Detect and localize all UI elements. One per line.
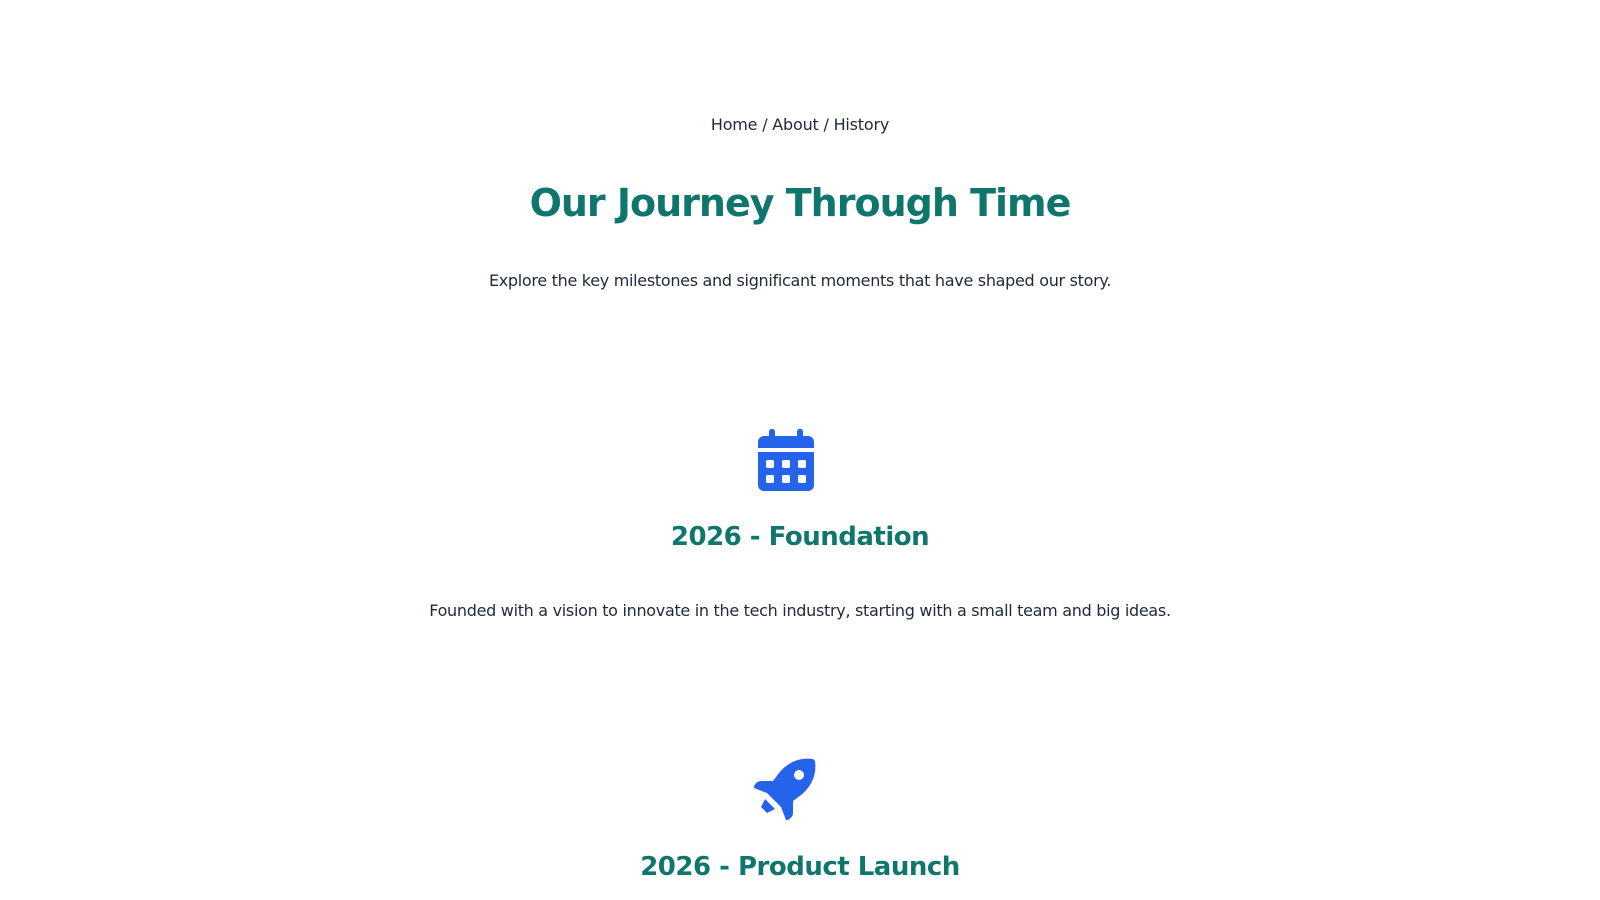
breadcrumb bbox=[0, 115, 1600, 134]
milestone-title: 2026 - Foundation bbox=[670, 522, 930, 552]
breadcrumb-separator: / bbox=[757, 115, 773, 134]
milestone-title: 2026 - Product Launch bbox=[640, 852, 960, 882]
breadcrumb-separator: / bbox=[818, 115, 834, 134]
breadcrumb-home[interactable]: Home bbox=[710, 115, 758, 134]
breadcrumb-about[interactable]: About bbox=[772, 115, 819, 134]
page-subtitle: Explore the key milestones and significant moments that have shaped our story. bbox=[488, 271, 1112, 290]
page-title: Our Journey Through Time bbox=[529, 181, 1071, 225]
calendar-icon bbox=[755, 428, 817, 492]
rocket-icon bbox=[753, 757, 815, 821]
breadcrumb-current: History bbox=[833, 115, 890, 134]
milestone-description: Founded with a vision to innovate in the tech industry, starting with a small team and big ideas. bbox=[429, 601, 1171, 620]
